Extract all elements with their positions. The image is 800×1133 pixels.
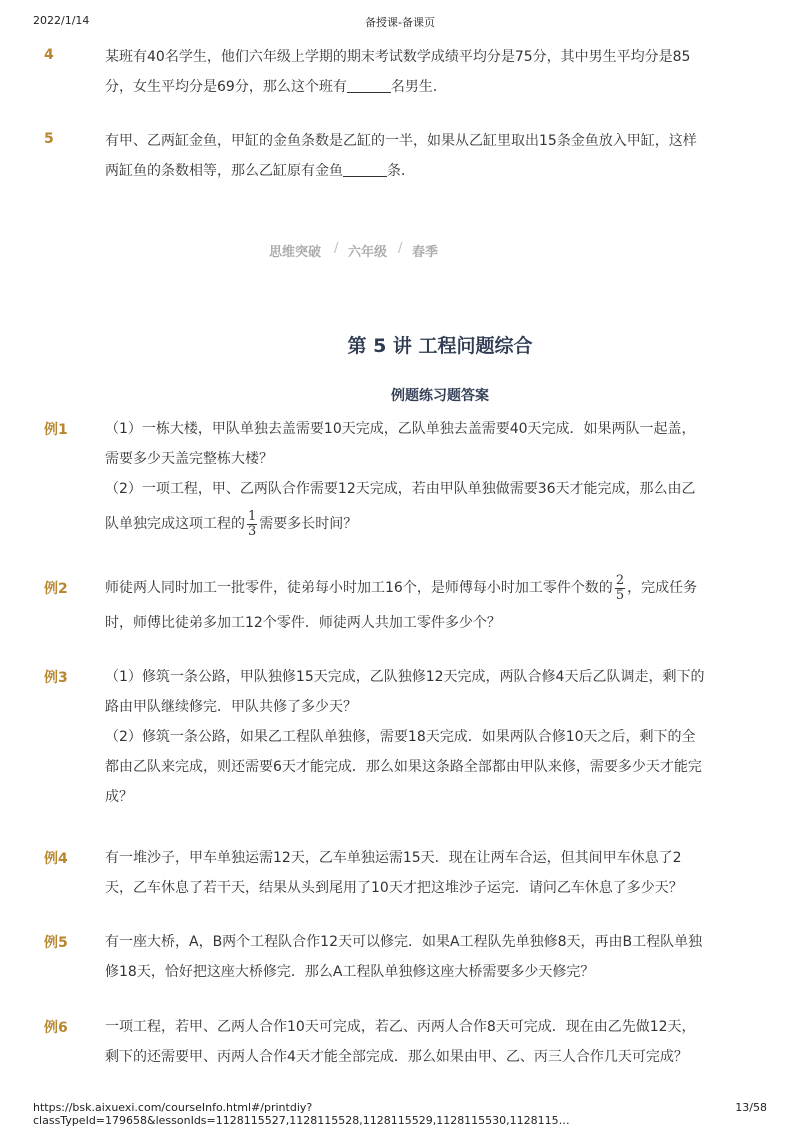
example-line: 剩下的还需要甲、丙两人合作4天才能全部完成．那么如果由甲、乙、丙三人合作几天可完成？ — [105, 1049, 688, 1065]
example-body — [105, 662, 725, 812]
example-line: 天，乙车休息了若干天，结果从头到尾用了10天才把这堆沙子运完．请问乙车休息了多少天？ — [105, 880, 683, 896]
question-number: 5 — [44, 131, 54, 147]
example-line — [105, 504, 725, 544]
series-grade: 六年级 — [348, 245, 388, 260]
fraction-denominator: 5 — [615, 587, 625, 603]
example-label: 例1 — [44, 422, 68, 438]
series-name: 思维突破 — [269, 245, 322, 260]
lecture-title: 第 5 讲 工程问题综合 — [347, 335, 533, 357]
question-number: 4 — [44, 47, 54, 63]
question-text — [105, 126, 725, 186]
example-text: 师徒两人同时加工一批零件，徒弟每小时加工16个，是师傅每小时加工零件个数的 — [105, 580, 613, 596]
example-label: 例4 — [44, 851, 68, 867]
example-body — [105, 843, 725, 903]
answer-blank — [347, 78, 391, 93]
example-line: 修18天，恰好把这座大桥修完．那么A工程队单独修这座大桥需要多少天修完？ — [105, 964, 595, 980]
example-line: 一项工程，若甲、乙两人合作10天可完成，若乙、丙两人合作8天可完成．现在由乙先做12天， — [105, 1019, 696, 1035]
example-label: 例6 — [44, 1020, 68, 1036]
example-label: 例2 — [44, 581, 68, 597]
fraction — [247, 510, 257, 539]
example-line: 需要多少天盖完整栋大楼？ — [105, 451, 273, 467]
example-body — [105, 414, 725, 544]
example-line: （2）一项工程，甲、乙两队合作需要12天完成，若由甲队单独做需要36天才能完成，那么由乙 — [105, 481, 696, 497]
question-text-after-blank: 条． — [387, 163, 415, 179]
example-line: 路由甲队继续修完．甲队共修了多少天？ — [105, 699, 357, 715]
series-separator: / — [398, 241, 403, 256]
question-line: 有甲、乙两缸金鱼，甲缸的金鱼条数是乙缸的一半，如果从乙缸里取出15条金鱼放入甲缸，这样 — [105, 133, 697, 149]
fraction-denominator: 3 — [248, 523, 257, 539]
example-body — [105, 1012, 725, 1072]
question-text-after-blank: 名男生． — [390, 79, 447, 95]
example-line: 有一座大桥，A，B两个工程队合作12天可以修完．如果A工程队先单独修8天，再由B工程队单独 — [105, 934, 703, 950]
question-text — [105, 42, 725, 102]
example-line: （2）修筑一条公路，如果乙工程队单独修，需要18天完成．如果两队合修10天之后，剩下的全 — [105, 729, 696, 745]
example-line: 都由乙队来完成，则还需要6天才能完成．那么如果这条路全部都由甲队来修，需要多少天才能完 — [105, 759, 702, 775]
example-line: 成？ — [105, 789, 133, 805]
fraction — [615, 574, 625, 603]
example-line: （1）一栋大楼，甲队单独去盖需要10天完成，乙队单独去盖需要40天完成．如果两队一起盖， — [105, 421, 696, 437]
series-season: 春季 — [412, 245, 439, 260]
fraction-numerator: 1 — [248, 508, 257, 524]
example-text: ，完成任务 — [627, 580, 698, 596]
fraction-numerator: 2 — [615, 572, 625, 588]
print-url: https://bsk.aixuexi.com/courseInfo.html#/printdiy?classTypeId=179658&lessonIds=1128115527,1128115528,1128115529,1128115530,1128115… — [33, 1101, 570, 1127]
question-line — [105, 72, 725, 102]
page-number: 13/58 — [735, 1101, 767, 1114]
example-label: 例3 — [44, 670, 68, 686]
example-body — [105, 927, 725, 987]
question-text-before-blank: 分，女生平均分是69分，那么这个班有 — [105, 79, 347, 95]
question-line — [105, 156, 725, 186]
example-line — [105, 568, 725, 608]
question-text-before-blank: 两缸鱼的条数相等，那么乙缸原有金鱼 — [105, 163, 343, 179]
question-line: 某班有40名学生，他们六年级上学期的期末考试数学成绩平均分是75分，其中男生平均分是85 — [105, 49, 691, 65]
section-title: 例题练习题答案 — [391, 388, 489, 404]
print-page-title: 备授课-备课页 — [365, 16, 435, 29]
example-text: 队单独完成这项工程的 — [105, 516, 245, 532]
example-line: 时，师傅比徒弟多加工12个零件．师徒两人共加工零件多少个？ — [105, 615, 501, 631]
print-header — [0, 14, 800, 30]
example-line: （1）修筑一条公路，甲队独修15天完成，乙队独修12天完成，两队合修4天后乙队调走，剩下的 — [105, 669, 705, 685]
series-separator: / — [334, 241, 339, 256]
print-date: 2022/1/14 — [33, 14, 90, 27]
example-label: 例5 — [44, 935, 68, 951]
example-text: 需要多长时间？ — [259, 516, 358, 532]
answer-blank — [343, 162, 387, 177]
example-line: 有一堆沙子，甲车单独运需12天，乙车单独运需15天．现在让两车合运，但其间甲车休息了2 — [105, 850, 682, 866]
example-body — [105, 568, 725, 638]
